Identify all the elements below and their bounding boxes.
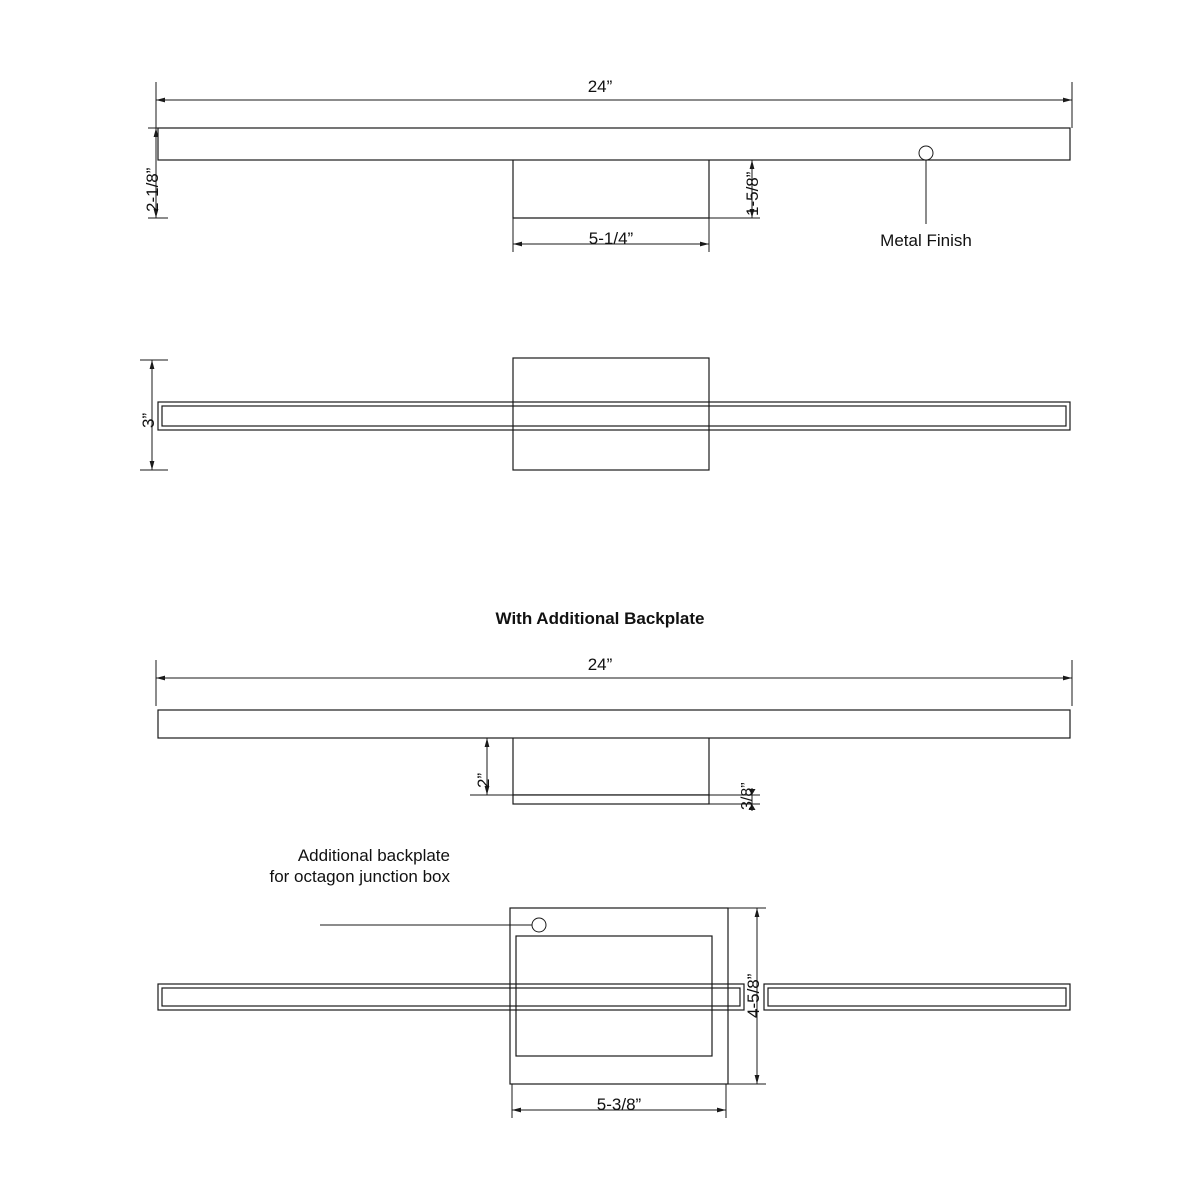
label-bottom-overall-width: 24” xyxy=(587,655,613,674)
label-mount-height: 1-5/8” xyxy=(743,171,762,216)
mount-box-front-view xyxy=(513,358,709,470)
label-backplate-height: 4-5/8” xyxy=(744,973,763,1018)
label-mount-width: 5-1/4” xyxy=(588,229,634,248)
mount-box-bottom-view xyxy=(513,738,709,795)
label-front-height: 3” xyxy=(139,412,158,428)
additional-backplate-profile xyxy=(513,795,709,804)
label-metal-finish: Metal Finish xyxy=(880,231,972,250)
label-backplate-width: 5-3/8” xyxy=(596,1095,642,1114)
note-additional-backplate-line1: Additional backplate xyxy=(297,846,450,865)
label-bottom-mount-height: 2” xyxy=(474,772,493,788)
label-backplate-thickness: 3/8” xyxy=(739,782,756,810)
dim-top-overall-width xyxy=(156,82,1072,128)
fixture-body-top-view xyxy=(158,128,1070,160)
heading-with-additional-backplate: With Additional Backplate xyxy=(495,609,705,628)
dim-bottom-overall-width xyxy=(156,660,1072,706)
diffuser-inner-right-bottom xyxy=(768,988,1066,1006)
fixture-body-bottom-top-view xyxy=(158,710,1070,738)
leader-metal-finish xyxy=(919,146,933,224)
note-additional-backplate-line2: for octagon junction box xyxy=(269,867,450,887)
note-additional-backplate xyxy=(269,845,450,888)
mount-box-top-view xyxy=(513,160,709,218)
mount-box-front-view-bottom xyxy=(516,936,712,1056)
label-top-overall-width: 24” xyxy=(587,77,613,96)
label-side-height: 2-1/8” xyxy=(143,167,162,212)
